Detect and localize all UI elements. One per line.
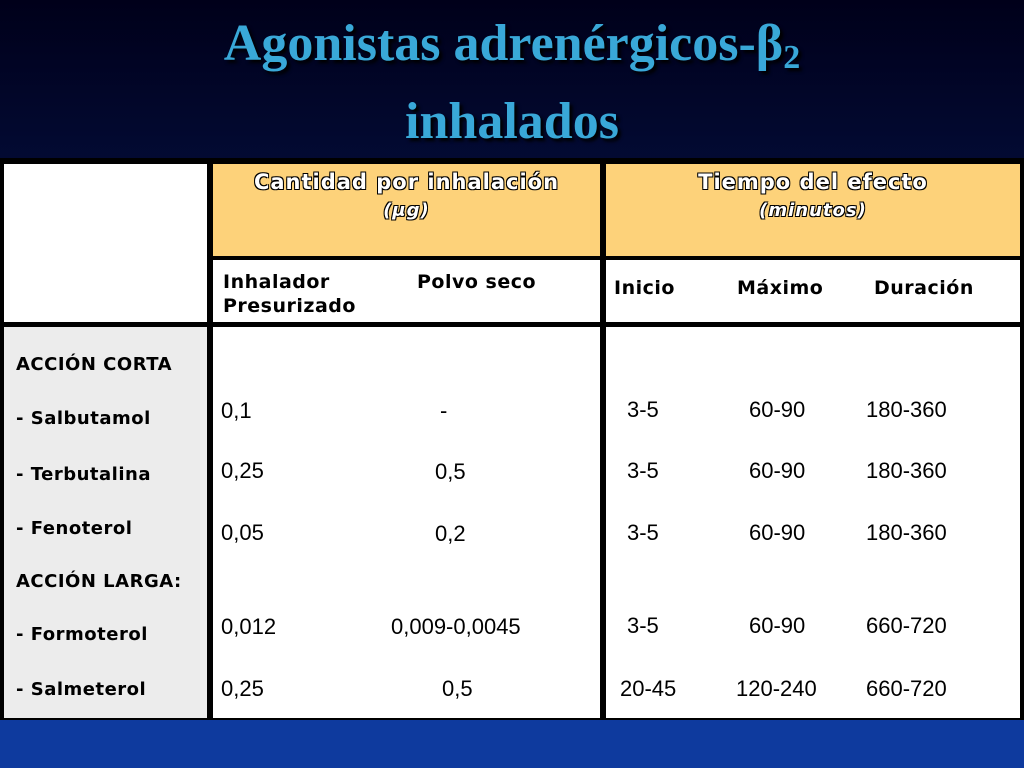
cell-formoterol-inhalador: 0,012	[221, 614, 277, 639]
subheader-inhalador: Inhalador	[223, 271, 330, 293]
drug-name-column	[4, 327, 207, 718]
cell-salbutamol-duracion: 180-360	[866, 397, 947, 422]
cell-salmeterol-inhalador: 0,25	[221, 676, 264, 701]
cell-fenoterol-inhalador: 0,05	[221, 520, 264, 545]
cell-salbutamol-polvo: -	[440, 398, 448, 423]
cell-salmeterol-inicio: 20-45	[620, 676, 677, 701]
cell-fenoterol-duracion: 180-360	[866, 520, 947, 545]
cell-salbutamol-maximo: 60-90	[749, 397, 806, 422]
cell-terbutalina-maximo: 60-90	[749, 458, 806, 483]
cell-formoterol-maximo: 60-90	[749, 613, 806, 638]
group-long-label: ACCIÓN LARGA:	[16, 571, 182, 592]
cell-salbutamol-inicio: 3-5	[627, 397, 659, 422]
time-body	[606, 327, 1020, 718]
subheader-time-cell	[606, 260, 1020, 322]
subheader-maximo: Máximo	[737, 277, 824, 299]
group-short-label: ACCIÓN CORTA	[16, 354, 173, 375]
row-label-formoterol: - Formoterol	[16, 624, 148, 645]
cell-formoterol-duracion: 660-720	[866, 613, 947, 638]
amount-body	[213, 327, 600, 718]
cell-salmeterol-polvo: 0,5	[442, 676, 473, 701]
row-label-fenoterol: - Fenoterol	[16, 518, 133, 539]
subheader-duracion: Duración	[874, 277, 974, 299]
title-line-1: Agonistas adrenérgicos-$\beta_2$	[223, 15, 801, 76]
cell-fenoterol-polvo: 0,2	[435, 521, 466, 546]
header-amount-title: Cantidad por inhalación	[253, 170, 560, 194]
cell-terbutalina-polvo: 0,5	[435, 459, 466, 484]
cell-terbutalina-duracion: 180-360	[866, 458, 947, 483]
cell-fenoterol-maximo: 60-90	[749, 520, 806, 545]
cell-salbutamol-inhalador: 0,1	[221, 398, 252, 423]
header-time-title: Tiempo del efecto	[698, 170, 928, 194]
subheader-amount-cell	[213, 260, 600, 322]
header-amount-cell	[213, 164, 600, 256]
cell-salmeterol-duracion: 660-720	[866, 676, 947, 701]
row-label-salmeterol: - Salmeterol	[16, 679, 147, 700]
corner-cell	[4, 164, 207, 322]
subheader-polvo-seco: Polvo seco	[417, 271, 537, 293]
row-label-salbutamol: - Salbutamol	[16, 408, 151, 429]
subheader-presurizado: Presurizado	[223, 295, 356, 317]
slide-title	[0, 12, 1024, 154]
cell-terbutalina-inicio: 3-5	[627, 458, 659, 483]
cell-terbutalina-inhalador: 0,25	[221, 458, 264, 483]
cell-salmeterol-maximo: 120-240	[736, 676, 817, 701]
cell-formoterol-inicio: 3-5	[627, 613, 659, 638]
drug-table	[0, 158, 1024, 720]
header-time-cell	[606, 164, 1020, 256]
bottom-band	[0, 720, 1024, 768]
title-line-2: inhalados	[405, 93, 619, 150]
header-time-unit: (minutos)	[759, 200, 867, 221]
header-amount-unit: (μg)	[383, 200, 430, 221]
row-label-terbutalina: - Terbutalina	[16, 464, 151, 485]
cell-fenoterol-inicio: 3-5	[627, 520, 659, 545]
cell-formoterol-polvo: 0,009-0,0045	[391, 614, 521, 639]
subheader-inicio: Inicio	[614, 277, 675, 299]
